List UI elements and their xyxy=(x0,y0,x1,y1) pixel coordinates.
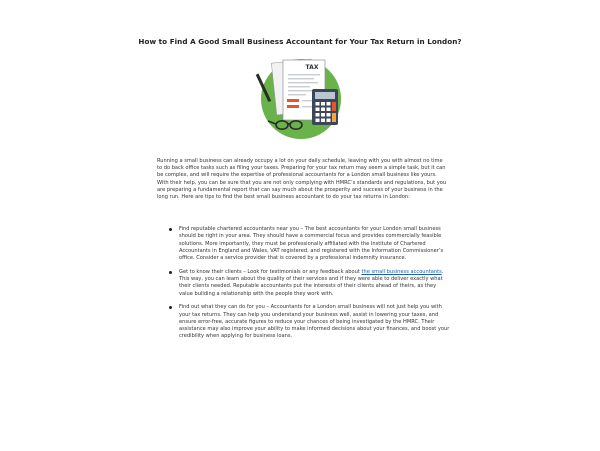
tax-documents-calculator-glasses-icon xyxy=(228,53,373,145)
tip-item-local-accountants xyxy=(165,226,450,262)
tips-list xyxy=(165,226,450,347)
tip-text: Find out what they can do for you – Accountants for a London small business will not just help you with your tax returns. They can help you understand your business well, assist in lowering your taxes, and ensure error-free, accurate figures to reduce your chances of being investigated by the HMRC. Their assistance may also improve your ability to make informed decisions about your finances, and boost your credibility when applying for business loans. xyxy=(179,304,450,340)
bullet-icon xyxy=(169,228,172,231)
small-business-accountants-link[interactable]: the small business accountants xyxy=(361,268,442,275)
tax-illustration xyxy=(228,53,373,145)
bullet-icon xyxy=(169,306,172,309)
tip-text: Find reputable chartered accountants near you – The best accountants for your London small business should be right in your area. They should have a commercial focus and provides commercially feasible solutions. More importantly, they must be professionally affiliated with the Institute of Chartered Accountants in England and Wales, VAT registered, and registered with the Information Commissioner’s office. Consider a service provider that is covered by a professional indemnity insurance. xyxy=(179,226,444,261)
tip-item-know-clients xyxy=(165,269,450,298)
tip-item-what-they-do xyxy=(165,304,450,340)
bullet-icon xyxy=(169,271,172,274)
intro-paragraph: Running a small business can already occupy a lot on your daily schedule, leaving with you with almost no time to do back office tasks such as filing your taxes. Preparing for your tax return may seem a simple task, but it can be complex, and will require the expertise of professional accountants for a London small business like yours. With their help, you can be sure that you are not only complying with HMRC’s standards and regulations, but you are preparing a fundamental report that can say much about the prosperity and success of your business in the long run. Here are tips to find the best small business accountant to do your tax returns in London: xyxy=(157,158,447,201)
tax-label: TAX xyxy=(305,64,319,71)
tip-text-before: Get to know their clients – Look for testimonials or any feedback about xyxy=(179,268,362,275)
calculator-icon xyxy=(312,89,338,125)
page-title: How to Find A Good Small Business Accountant for Your Tax Return in London? xyxy=(138,37,462,46)
tip-text-after: . This way, you can learn about the quality of their services and if they were able to deliver exactly what their clients needed. Reputable accountants put the interests of their clients ahead of theirs, as they value building a relationship with the people they work with. xyxy=(179,268,444,297)
